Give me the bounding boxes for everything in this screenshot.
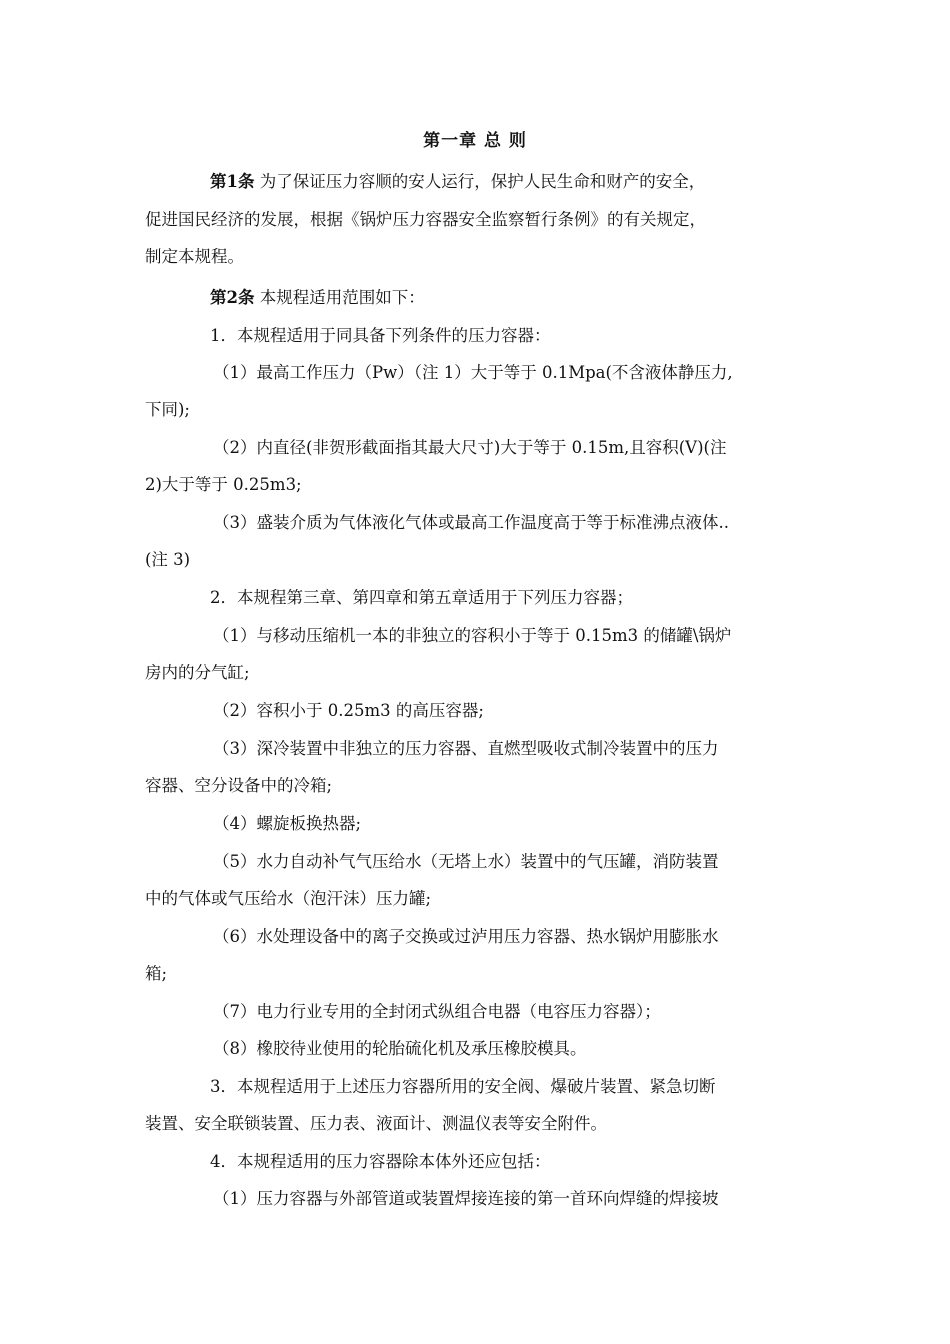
clause-2-3-line-1: （3）深冷装置中非独立的压力容器、直燃型吸收式制冷装置中的压力 xyxy=(213,739,719,758)
clause-4: 4．本规程适用的压力容器除本体外还应包括： xyxy=(210,1152,551,1171)
article-1-label: 第1条 xyxy=(210,172,255,191)
clause-2-1-line-1: （1）与移动压缩机一本的非独立的容积小于等于 0.15m3 的储罐\锅炉 xyxy=(213,626,732,645)
article-1-line-1 xyxy=(210,168,830,196)
clause-3-line-2: 装置、安全联锁装置、压力表、液面计、测温仪表等安全附件。 xyxy=(145,1114,607,1133)
chapter-title: 第一章 总 则 xyxy=(423,131,527,151)
article-2-label: 第2条 xyxy=(210,288,255,307)
clause-1-1-line-1: （1）最高工作压力（Pw）（注 1）大于等于 0.1Mpa(不含液体静压力, xyxy=(213,363,733,382)
clause-2-6-line-1: （6）水处理设备中的离子交换或过泸用压力容器、热水锅炉用膨胀水 xyxy=(213,927,719,946)
article-2-line xyxy=(210,284,830,312)
clause-2-2: （2）容积小于 0.25m3 的高压容器; xyxy=(213,701,484,720)
clause-1-1-line-2: 下同); xyxy=(145,400,190,419)
clause-2-7: （7）电力行业专用的全封闭式纵组合电器（电容压力容器）； xyxy=(213,1002,661,1021)
article-1-text-1: 为了保证压力容顺的安人运行，保护人民生命和财产的安全， xyxy=(259,172,706,191)
clause-1-2-line-1: （2）内直径(非贺形截面指其最大尺寸)大于等于 0.15m,且容积(V)(注 xyxy=(213,438,727,457)
clause-1-2-line-2: 2)大于等于 0.25m3; xyxy=(145,475,302,494)
clause-2-5-line-2: 中的气体或气压给水（泡汗沫）压力罐; xyxy=(145,889,432,908)
clause-2-5-line-1: （5）水力自动补气气压给水（无塔上水）装置中的气压罐，消防装置 xyxy=(213,852,719,871)
article-1-line-2: 促进国民经济的发展，根据《锅炉压力容器安全监察暂行条例》的有关规定， xyxy=(145,210,706,229)
article-2-intro: 本规程适用范围如下： xyxy=(259,288,425,307)
clause-3-line-1: 3．本规程适用于上述压力容器所用的安全阀、爆破片装置、紧急切断 xyxy=(210,1077,716,1096)
clause-4-1-line-1: （1）压力容器与外部管道或装置焊接连接的第一首环向焊缝的焊接坡 xyxy=(213,1189,719,1208)
clause-1: 1．本规程适用于同具备下列条件的压力容器： xyxy=(210,326,551,345)
clause-2: 2．本规程第三章、第四章和第五章适用于下列压力容器； xyxy=(210,588,633,607)
clause-1-3-line-1: （3）盛装介质为气体液化气体或最高工作温度高于等于标准沸点液体.. xyxy=(213,513,729,532)
article-1-line-3: 制定本规程。 xyxy=(145,247,244,266)
clause-2-6-line-2: 箱; xyxy=(145,964,168,983)
clause-2-8: （8）橡胶待业使用的轮胎硫化机及承压橡胶模具。 xyxy=(213,1039,587,1058)
clause-2-1-line-2: 房内的分气缸; xyxy=(145,663,250,682)
clause-2-4: （4）螺旋板换热器; xyxy=(213,814,362,833)
clause-1-3-line-2: (注 3) xyxy=(145,550,191,569)
clause-2-3-line-2: 容器、空分设备中的冷箱; xyxy=(145,776,333,795)
